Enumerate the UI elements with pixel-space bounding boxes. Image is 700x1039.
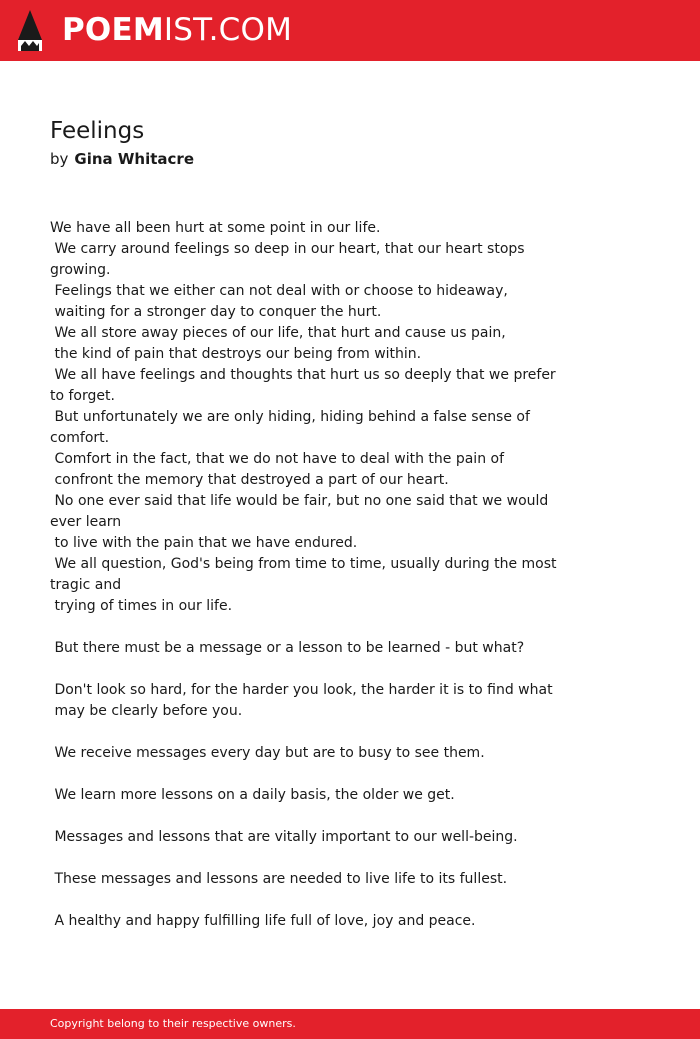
poem-line [50,764,570,785]
site-logo[interactable] [62,12,292,48]
poem-line: No one ever said that life would be fair, but no one said that we would ever learn [50,493,553,530]
poem-line: confront the memory that destroyed a part of our heart. [50,472,449,488]
poem-line: We all have feelings and thoughts that hurt us so deeply that we prefer to forget. [50,367,561,404]
poem-title: Feelings [50,118,145,144]
byline [50,148,570,170]
poem-line: We carry around feelings so deep in our heart, that our heart stops growing. [50,241,530,278]
poem-line: But there must be a message or a lesson to be learned - but what? [50,640,525,656]
poem-line: Feelings that we either can not deal with or choose to hideaway, [50,283,508,299]
poem-line [50,890,570,911]
logo-light-text: IST.COM [163,12,293,48]
poem-line [50,659,570,680]
site-header [0,0,700,61]
poem-line: We receive messages every day but are to busy to see them. [50,745,485,761]
poem-line: trying of times in our life. [50,598,233,614]
copyright-text: Copyright belong to their respective owners. [50,1017,296,1030]
poem-line: to live with the pain that we have endured. [50,535,358,551]
poem-line: A healthy and happy fulfilling life full of love, joy and peace. [50,913,476,929]
pencil-icon[interactable] [18,10,42,51]
poem-line: Comfort in the fact, that we do not have to deal with the pain of [50,451,505,467]
poem-line: These messages and lessons are needed to live life to its fullest. [50,871,508,887]
poem-line: We all question, God's being from time to time, usually during the most tragic and [50,556,561,593]
poem-heading [50,114,570,170]
site-footer [0,1009,700,1039]
poem-body [50,218,570,932]
poem-line: Don't look so hard, for the harder you look, the harder it is to find what [50,682,553,698]
poem-line [50,722,570,743]
poem-line: Messages and lessons that are vitally important to our well-being. [50,829,518,845]
poem-line [50,806,570,827]
logo-bold-text: POEM [62,12,164,48]
author-name: Gina Whitacre [74,150,195,168]
poem-line: waiting for a stronger day to conquer the hurt. [50,304,382,320]
poem-line [50,617,570,638]
poem-line [50,848,570,869]
poem-line: the kind of pain that destroys our being from within. [50,346,422,362]
poem-line: We learn more lessons on a daily basis, the older we get. [50,787,455,803]
poem-line: We have all been hurt at some point in our life. [50,220,381,236]
poem-line: We all store away pieces of our life, that hurt and cause us pain, [50,325,506,341]
poem-line: may be clearly before you. [50,703,243,719]
poem-line: But unfortunately we are only hiding, hiding behind a false sense of comfort. [50,409,535,446]
by-label: by [50,150,69,168]
